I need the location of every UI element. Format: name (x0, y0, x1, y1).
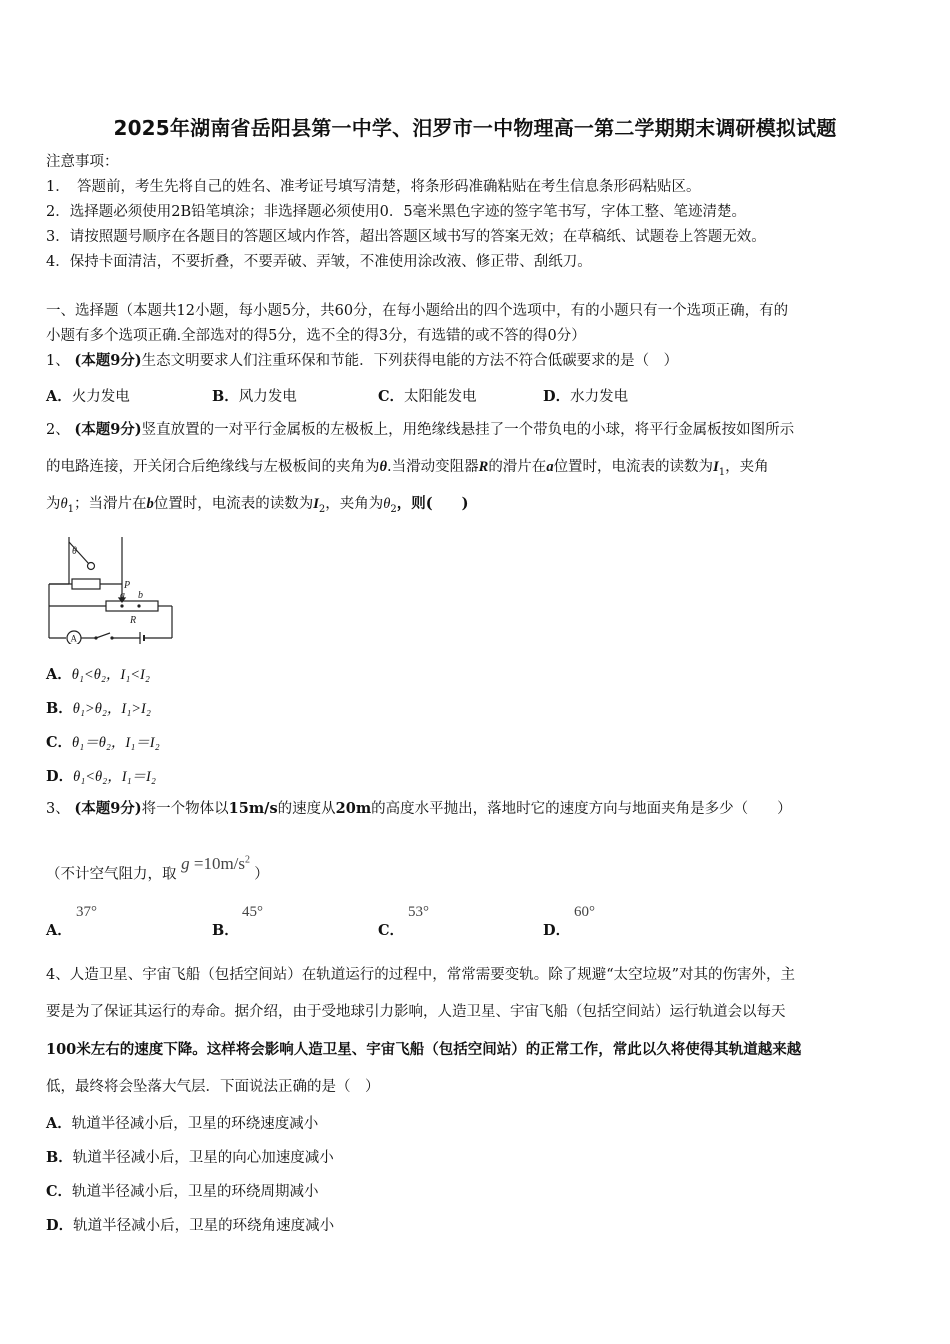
question-4-stem-line1: 4、人造卫星、宇宙飞船（包括空间站）在轨道运行的过程中，常常需要变轨。除了规避“太空垃圾”对其的伤害外，主 (46, 967, 796, 983)
figure-label-b: b (138, 590, 143, 601)
option-a: A．轨道半径减小后，卫星的环绕速度减小 (46, 1115, 319, 1132)
rheostat (106, 601, 158, 611)
option-c: C．θ₁＝θ₂，I₁＝I₂ (46, 734, 160, 751)
option-b: B．轨道半径减小后，卫星的向心加速度减小 (46, 1149, 334, 1166)
option-c-value: 53° (408, 904, 429, 920)
question-2-stem-line2: 的电路连接，开关闭合后绝缘线与左极板间的夹角为θ.当滑动变阻器R的滑片在a位置时，电流表的读数为$I_1$，夹角 (46, 459, 769, 478)
option-d: D． (543, 922, 571, 939)
switch (96, 633, 110, 638)
option-b: B．θ₁>θ₂，I₁>I₂ (46, 700, 151, 717)
question-4-stem-line4: 低，最终将会坠落大气层．下面说法正确的是（ ） (46, 1079, 380, 1095)
figure-label-theta: θ (72, 546, 77, 557)
figure-label-p: P (124, 580, 131, 591)
fixed-resistor (72, 579, 100, 589)
option-a: A．火力发电 (46, 388, 130, 405)
option-b-value: 45° (242, 904, 263, 920)
option-b: B． (212, 922, 239, 939)
option-b: B．风力发电 (212, 388, 297, 405)
question-4-stem-line2: 要是为了保证其运行的寿命。据介绍，由于受地球引力影响，人造卫星、宇宙飞船（包括空间站）运行轨道会以每天 (46, 1004, 786, 1020)
question-1-stem (46, 351, 678, 371)
figure-label-r: R (130, 615, 137, 626)
page-title: 2025年湖南省岳阳县第一中学、汨罗市一中物理高一第二学期期末调研模拟试题 (113, 116, 837, 140)
charged-ball (88, 563, 95, 570)
notice-item: 3．请按照题号顺序在各题目的答题区域内作答，超出答题区域书写的答案无效；在草稿纸、试题卷上答题无效。 (46, 229, 766, 245)
question-4-stem-line3: 100米左右的速度下降。这样将会影响人造卫星、宇宙飞船（包括空间站）的正常工作，常此以久将使得其轨道越来越 (46, 1041, 802, 1058)
notice-item: 4．保持卡面清洁，不要折叠，不要弄破、弄皱，不准使用涂改液、修正带、刮纸刀。 (46, 254, 592, 270)
question-2-stem-line1: 2、 (本题9分)竖直放置的一对平行金属板的左极板上，用绝缘线悬挂了一个带负电的小球，将平行金属板按如图所示 (46, 421, 795, 438)
option-d: D．水力发电 (543, 388, 629, 405)
question-3-note: （不计空气阻力，取 $g =10m/s^2$ ） (46, 853, 269, 883)
figure-label-a: a (120, 590, 125, 601)
question-3-stem: 3、 (本题9分)将一个物体以15m/s的速度从20m的高度水平抛出，落地时它的速度方向与地面夹角是多少（ ） (46, 800, 792, 817)
notice-item: 1． 答题前，考生先将自己的姓名、准考证号填写清楚，将条形码准确粘贴在考生信息条形码粘贴区。 (46, 179, 701, 195)
question-score: (本题9分) (74, 352, 142, 369)
question-2-stem-line3: 为$\theta_1$；当滑片在b位置时，电流表的读数为$I_2$，夹角为$\theta_2$，则( ) (46, 495, 469, 515)
notice-heading: 注意事项： (46, 154, 119, 170)
question-text: 生态文明要求人们注重环保和节能．下列获得电能的方法不符合低碳要求的是（ ） (141, 353, 679, 369)
figure-label-ammeter: A (70, 633, 77, 644)
option-a: A． (46, 922, 72, 939)
section-heading: 小题有多个选项正确.全部选对的得5分，选不全的得3分，有选错的或不答的得0分） (46, 328, 586, 344)
notice-item: 2．选择题必须使用2B铅笔填涂；非选择题必须使用0．5毫米黑色字迹的签字笔书写，字体工整、笔迹清楚。 (46, 204, 747, 220)
option-c: C．轨道半径减小后，卫星的环绕周期减小 (46, 1183, 319, 1200)
option-d: D．轨道半径减小后，卫星的环绕角速度减小 (46, 1217, 335, 1234)
option-a-value: 37° (76, 904, 97, 920)
option-a: A．θ₁<θ₂，I₁<I₂ (46, 666, 150, 683)
option-c: C．太阳能发电 (378, 388, 477, 405)
option-d-value: 60° (574, 904, 595, 920)
option-c: C． (378, 922, 405, 939)
option-d: D．θ₁<θ₂，I₁＝I₂ (46, 768, 156, 785)
circuit-diagram (44, 532, 184, 644)
question-number: 1、 (46, 353, 70, 369)
section-heading: 一、选择题（本题共12小题，每小题5分，共60分，在每小题给出的四个选项中，有的小题只有一个选项正确，有的 (46, 303, 789, 319)
